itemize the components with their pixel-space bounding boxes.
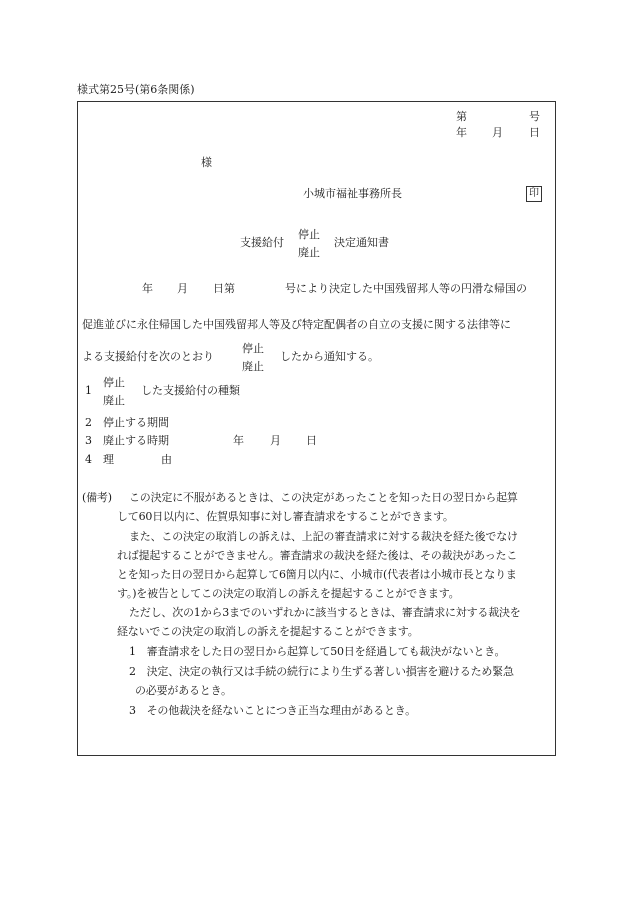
body-option-stack (242, 340, 264, 376)
item2-number: 2 (85, 416, 92, 429)
remarks-p1b: して60日以内に、佐賀県知事に対し審査請求をすることができます。 (117, 510, 454, 523)
date-day: 日 (529, 126, 540, 139)
remarks-condition-2b: の必要があるとき。 (135, 684, 232, 697)
remarks-p2b: れば提起することができません。審査請求の裁決を経た後は、その裁決があったこ (117, 549, 518, 562)
item3-label: 廃止する時期 (103, 434, 169, 447)
remarks-condition-3: 3 その他裁決を経ないことにつき正当な理由があるとき。 (129, 704, 416, 717)
title-option-stop: 停止 (298, 228, 320, 241)
remarks-p2a: また、この決定の取消しの訴えは、上記の審査請求に対する裁決を経た後でなけ (129, 530, 518, 543)
remarks-condition-1: 1 審査請求をした日の翌日から起算して50日を経過しても裁決がないとき。 (129, 645, 506, 658)
body-day-dai: 日第 (213, 282, 235, 295)
title-suffix: 決定通知書 (334, 236, 389, 249)
item1-option-stack (103, 374, 125, 410)
body-line1: 号により決定した中国残留邦人等の円滑な帰国の (285, 282, 527, 295)
title-prefix: 支援給付 (240, 236, 284, 249)
body-line3-pre: よる支援給付を次のとおり (82, 350, 214, 363)
title-option-stack (298, 226, 320, 262)
remarks-condition-2a: 2 決定、決定の執行又は手続の続行により生ずる著しい損害を避けるため緊急 (129, 665, 514, 678)
remarks-label: (備考) (82, 491, 112, 504)
number-suffix: 号 (529, 110, 540, 123)
remarks-p1a: この決定に不服があるときは、この決定があったことを知った日の翌日から起算 (129, 491, 518, 504)
item3-month: 月 (270, 434, 281, 447)
body-option-abolish: 廃止 (242, 360, 264, 373)
item3-year: 年 (233, 434, 244, 447)
number-prefix: 第 (456, 110, 467, 123)
addressee-suffix: 様 (201, 156, 212, 169)
body-option-stop: 停止 (242, 342, 264, 355)
remarks-p3b: 経ないでこの決定の取消しの訴えを提起することができます。 (117, 625, 419, 638)
item1-number: 1 (85, 384, 92, 397)
item2-label: 停止する期間 (103, 416, 169, 429)
body-month: 月 (177, 282, 188, 295)
form-label: 様式第25号(第6条関係) (77, 83, 195, 96)
body-year: 年 (142, 282, 153, 295)
title-option-abolish: 廃止 (298, 246, 320, 259)
item1-option-abolish: 廃止 (103, 394, 125, 407)
item1-label: した支援給付の種類 (141, 384, 240, 397)
body-line2: 促進並びに永住帰国した中国残留邦人等及び特定配偶者の自立の支援に関する法律等に (82, 318, 511, 331)
remarks-p3a: ただし、次の1から3までのいずれかに該当するときは、審査請求に対する裁決を (129, 606, 521, 619)
item1-option-stop: 停止 (103, 376, 125, 389)
seal-mark: 印 (526, 186, 542, 202)
item4-label-a: 理 (103, 453, 114, 466)
item3-day: 日 (306, 434, 317, 447)
item3-number: 3 (85, 434, 92, 447)
remarks-p2d: す。)を被告としてこの決定の取消しの訴えを提起することができます。 (117, 587, 460, 600)
body-line3-post: したから通知する。 (280, 350, 379, 363)
date-month: 月 (492, 126, 503, 139)
item4-number: 4 (85, 453, 92, 466)
remarks-p2c: とを知った日の翌日から起算して6箇月以内に、小城市(代表者は小城市長となりま (117, 568, 517, 581)
date-year: 年 (456, 126, 467, 139)
sender-name: 小城市福祉事務所長 (303, 187, 402, 200)
item4-label-b: 由 (161, 453, 172, 466)
